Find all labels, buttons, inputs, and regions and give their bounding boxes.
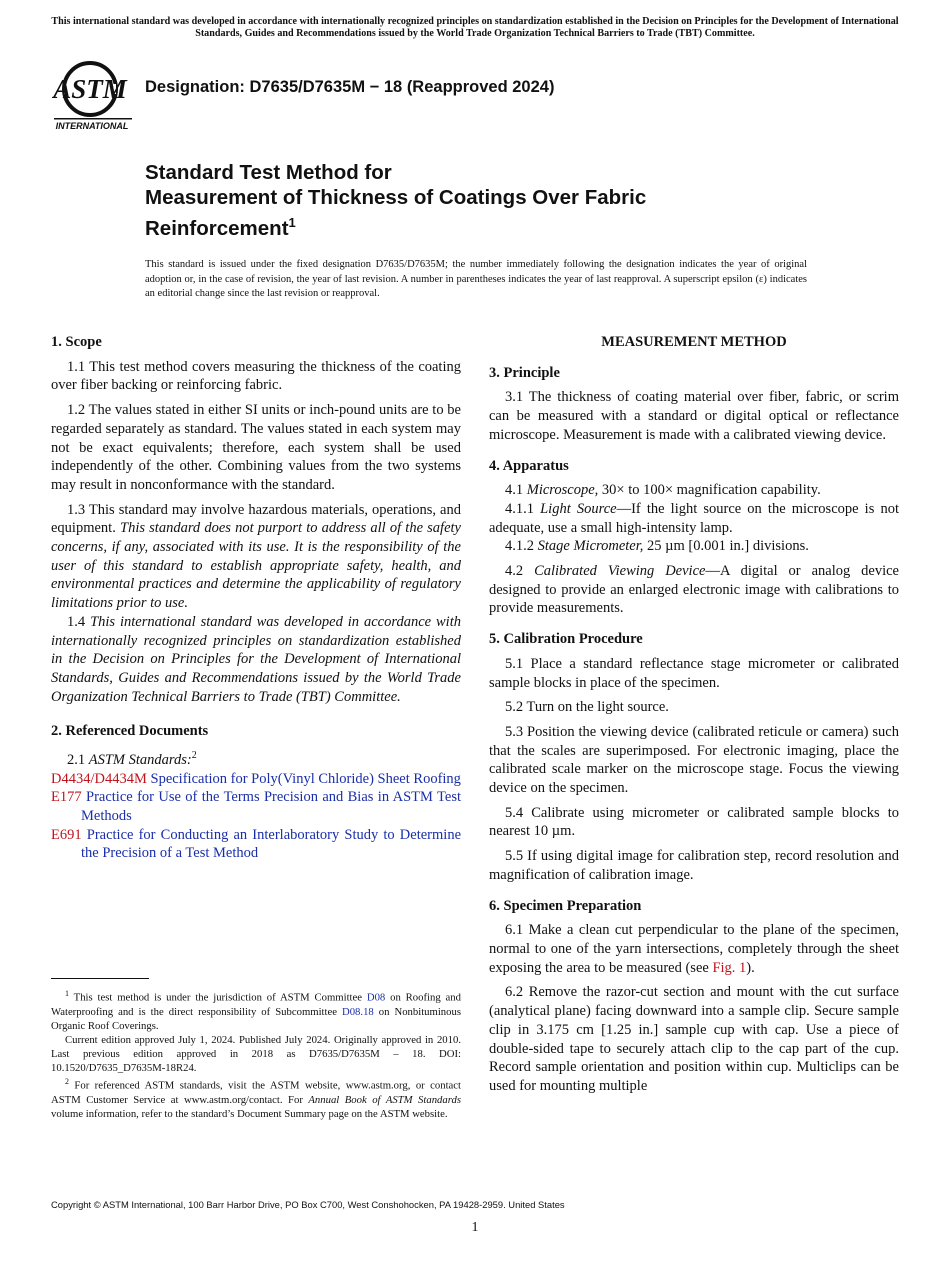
- reference-code-link[interactable]: E691: [51, 826, 82, 843]
- paragraph-3-1: 3.1 The thickness of coating material over fiber, fabric, or scrim can be measured with a standard or digital optical or reflectance microscope. Measurement is made with a calibrated viewing device.: [489, 389, 899, 443]
- top-standard-note: This international standard was developed in accordance with internationally recognized principles on standardization established in the Decision on Principles for the Development of International Standards, Guides and Recommendations issued by the World Trade Organization Technical Barriers to Trade (TBT) Committee.: [51, 16, 899, 39]
- committee-d08-link[interactable]: D08: [366, 991, 386, 1004]
- reference-title-link[interactable]: Practice for Use of the Terms Precision and Bias in ASTM Test Methods: [81, 789, 461, 824]
- paragraph-6-2: 6.2 Remove the razor-cut section and mount with the cut surface (analytical plane) facing downward into a sample clip. Secure sample clip in 3.175 cm [1.25 in.] sample cup with cap. Use a piece of double-sided tape to securely attach clip to the cap part of the cup. Record sample orientation and position within cup. Multiclips can be used for mounting multiple: [489, 984, 899, 1094]
- paragraph-4-1-1: [489, 500, 899, 537]
- paragraph-2-1: [51, 747, 461, 770]
- section-heading-referenced-documents: 2. Referenced Documents: [51, 723, 209, 740]
- paragraph-4-2: [489, 562, 899, 618]
- reference-item[interactable]: [51, 826, 461, 863]
- section-heading-scope: 1. Scope: [51, 334, 102, 350]
- astm-logo-icon: [52, 56, 136, 132]
- reference-item[interactable]: [51, 770, 461, 789]
- measurement-method-heading: MEASUREMENT METHOD: [601, 334, 787, 350]
- paragraph-4-1-number: 4.1: [505, 482, 527, 499]
- paragraph-5-1: 5.1 Place a standard reflectance stage micrometer or calibrated sample blocks in place of the specimen.: [489, 655, 899, 691]
- paragraph-5-3: 5.3 Position the viewing device (calibrated reticule or camera) such that the scales are superimposed. For electronic imaging, place the calibrated scale marker on the microscope stage. Focus the viewing device on the specimen.: [489, 723, 899, 797]
- section-heading-specimen-preparation: 6. Specimen Preparation: [489, 897, 642, 914]
- section-heading-apparatus: 4. Apparatus: [489, 457, 569, 474]
- subcommittee-d08-18-link[interactable]: D08.18: [342, 1005, 374, 1018]
- paragraph-4-2-number: 4.2: [505, 563, 535, 580]
- copyright-line: Copyright © ASTM International, 100 Barr Harbor Drive, PO Box C700, West Conshohocken, PA 19428-2959. United States: [51, 1199, 565, 1210]
- page-number: 1: [471, 1220, 479, 1235]
- paragraph-1-3-plain: 1.3 This standard may involve hazardous materials, operations, and equipment.: [51, 501, 461, 537]
- paragraph-1-1: 1.1 This test method covers measuring the thickness of the coating over fiber backing or reinforcing fabric.: [51, 358, 461, 394]
- footnote-divider: [51, 978, 149, 979]
- logo-letters: ASTM: [53, 74, 127, 104]
- paragraph-4-1-2-rest: 25 µm [0.001 in.] divisions.: [643, 538, 809, 555]
- paragraph-4-2-rest: —A digital or analog device designed to provide an enlarged electronic image with calibrations to provide measurements.: [489, 563, 899, 617]
- footnote-2-text-a: For referenced ASTM standards, visit the ASTM website, www.astm.org, or contact ASTM Customer Service at www.astm.org/contact. For: [51, 1079, 461, 1106]
- reference-title-link[interactable]: Practice for Conducting an Interlaboratory Study to Determine the Precision of a Test Method: [81, 826, 461, 862]
- logo-word: INTERNATIONAL: [55, 121, 129, 131]
- paragraph-4-1-2-italic: Stage Micrometer,: [537, 538, 644, 555]
- section-heading-principle: 3. Principle: [489, 364, 560, 381]
- title-line-2: Measurement of Thickness of Coatings Over Fabric: [145, 186, 647, 209]
- title-line-1: Standard Test Method for: [145, 161, 392, 184]
- reference-code-link[interactable]: D4434/D4434M: [51, 770, 147, 787]
- footnote-2-mark: 2: [65, 1077, 69, 1087]
- paragraph-5-4: 5.4 Calibrate using micrometer or calibrated sample blocks to nearest 10 µm.: [489, 804, 899, 840]
- designation: Designation: D7635/D7635M − 18 (Reapproved 2024): [145, 78, 555, 96]
- paragraph-2-1-footnote-mark: 2: [191, 750, 197, 762]
- title-line-3: Reinforcement: [145, 216, 289, 240]
- issue-note: This standard is issued under the fixed designation D7635/D7635M; the number immediately following the designation indicates the year of original adoption or, in the case of revision, the year of last revision. A number in parentheses indicates the year of last reapproval. A superscript epsilon (ε) indicates an editorial change since the last revision or reapproval.: [145, 259, 807, 299]
- paragraph-6-1: [489, 921, 899, 977]
- footnote-1-text-a: This test method is under the jurisdiction of ASTM Committee: [69, 991, 367, 1004]
- paragraph-4-1-italic: Microscope,: [526, 482, 599, 499]
- paragraph-1-4: [51, 613, 461, 707]
- reference-code-link[interactable]: E177: [51, 789, 82, 806]
- paragraph-6-1-end: ).: [746, 959, 755, 976]
- paragraph-2-1-number: 2.1: [67, 751, 89, 768]
- paragraph-1-2: 1.2 The values stated in either SI units or inch-pound units are to be regarded separately as standard. The values stated in each system may not be exact equivalents; therefore, each system shall be used independently of the other. Combining values from the two systems may result in nonconformance with the standard.: [51, 402, 461, 493]
- figure-1-link[interactable]: Fig. 1: [712, 959, 747, 976]
- section-heading-calibration: 5. Calibration Procedure: [489, 631, 643, 648]
- paragraph-5-2: 5.2 Turn on the light source.: [505, 699, 669, 716]
- paragraph-5-5: 5.5 If using digital image for calibration step, record resolution and magnification of calibration image.: [489, 848, 899, 883]
- paragraph-2-1-italic: ASTM Standards:: [88, 751, 192, 768]
- paragraph-4-2-italic: Calibrated Viewing Device: [534, 563, 706, 580]
- document-title: [145, 160, 845, 241]
- footnote-1-text-b: on Roofing and Waterproofing and is the direct responsibility of Subcommittee: [51, 991, 461, 1018]
- footnote-1-text-c: on Nonbituminous Organic Roof Coverings.: [51, 1005, 461, 1032]
- paragraph-4-1-rest: 30× to 100× magnification capability.: [598, 482, 821, 499]
- right-column: [489, 333, 899, 1102]
- reference-title-link[interactable]: Specification for Poly(Vinyl Chloride) Sheet Roofing: [150, 770, 461, 787]
- footnotes: [51, 987, 461, 1121]
- paragraph-4-1-1-italic: Light Source: [540, 500, 617, 517]
- title-footnote-mark: 1: [288, 215, 296, 230]
- paragraph-4-1-1-rest: —If the light source on the microscope is not adequate, use a small high-intensity lamp.: [489, 500, 899, 536]
- footnote-1-mark: 1: [65, 989, 69, 998]
- footnote-2-text-b: volume information, refer to the standard’s Document Summary page on the ASTM website.: [51, 1107, 448, 1120]
- paragraph-4-1: [489, 481, 899, 500]
- footnote-1: [51, 987, 461, 1033]
- footnote-2: [51, 1075, 461, 1121]
- footnote-1-edition: Current edition approved July 1, 2024. Published July 2024. Originally approved in 2010. Last previous edition approved in 2018 as D7635/D7635M – 18. DOI: 10.1520/D7635_D7635M-18R24.: [51, 1033, 461, 1075]
- paragraph-1-3: [51, 501, 461, 613]
- paragraph-4-1-2-number: 4.1.2: [505, 538, 538, 555]
- reference-item[interactable]: [51, 788, 461, 825]
- paragraph-6-1-text: 6.1 Make a clean cut perpendicular to the plane of the specimen, normal to one of the yarn intersections, completely through the sheet exposing the area to be measured (see: [489, 922, 899, 976]
- left-column: [51, 333, 461, 863]
- paragraph-4-1-2: [489, 537, 899, 556]
- paragraph-1-4-number: 1.4: [67, 613, 91, 630]
- paragraph-1-3-italic: This standard does not purport to address all of the safety concerns, if any, associated with its use. It is the responsibility of the user of this standard to establish appropriate safety, health, and environmental practices and determine the applicability of regulatory limitations prior to use.: [51, 520, 461, 612]
- paragraph-1-4-italic: This international standard was developed in accordance with internationally recognized principles on standardization established in the Decision on Principles for the Development of International Standards, Guides and Recommendations issued by the World Trade Organization Technical Barriers to Trade (TBT) Committee.: [51, 613, 461, 705]
- paragraph-4-1-1-number: 4.1.1: [505, 500, 541, 517]
- footnote-2-italic: Annual Book of ASTM Standards: [308, 1093, 462, 1106]
